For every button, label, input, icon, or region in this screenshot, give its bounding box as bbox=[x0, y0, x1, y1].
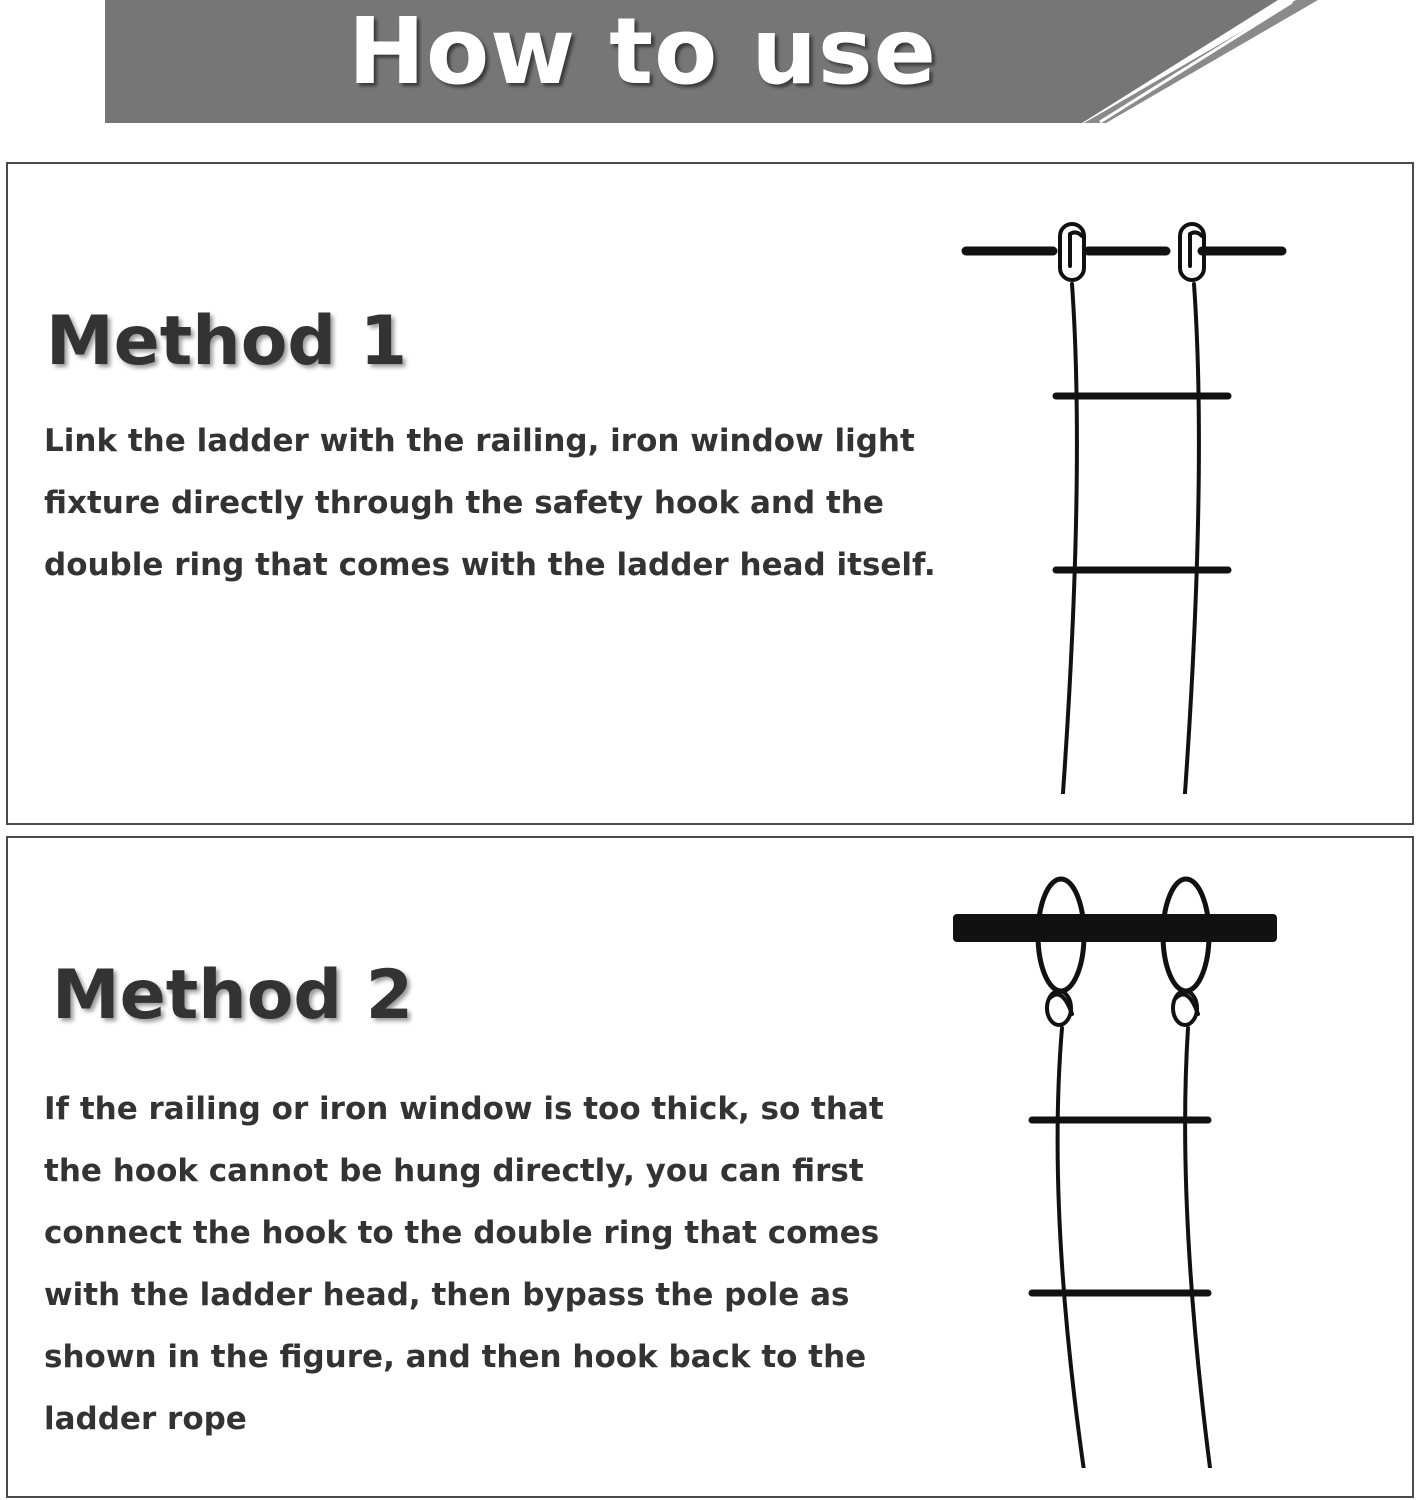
banner-title: How to use bbox=[347, 0, 938, 105]
method-1-description: Link the ladder with the railing, iron window light fixture directly through the safety hook and the double ring that comes with the ladder head itself. bbox=[44, 423, 936, 583]
ladder-loop-illustration bbox=[938, 868, 1298, 1468]
method-2-description: If the railing or iron window is too thick, so that the hook cannot be hung directly, you can first connect the hook to the double ring that comes with the ladder head, then bypass the pole as shown in the figure, and then hook back to the ladder rope bbox=[44, 1091, 884, 1437]
ladder-hook-illustration bbox=[948, 214, 1308, 794]
method-2-panel bbox=[6, 836, 1414, 1498]
header-banner bbox=[0, 0, 1424, 130]
method-1-panel bbox=[6, 162, 1414, 825]
method-1-heading: Method 1 bbox=[46, 302, 408, 381]
method-2-heading: Method 2 bbox=[52, 956, 414, 1035]
